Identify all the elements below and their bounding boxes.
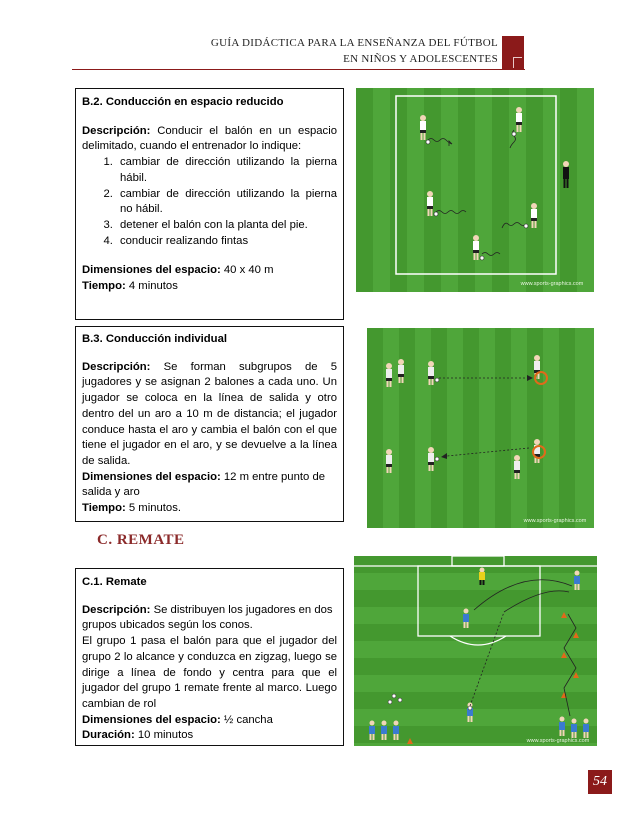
b3-dimensions-value: 12 m entre punto de salida y aro (82, 470, 326, 499)
b2-description-text: Conducir el balón en un espacio delimitado, cuando el entrenador lo indique: (82, 124, 337, 153)
b3-time-value: 5 minutos. (125, 502, 181, 515)
b2-time-value: 4 minutos (125, 280, 178, 293)
b3-field-diagram (367, 328, 594, 528)
b2-list-item: 2. cambiar de dirección utilizando la pierna no hábil. (116, 187, 337, 218)
c1-time (82, 728, 337, 744)
c1-field-diagram (354, 556, 597, 746)
b3-textbox (75, 326, 344, 522)
c1-time-label: Duración: (82, 729, 135, 742)
b3-description-text: Se forman subgrupos de 5 jugadores y se asignan 2 balones a cada uno. Un jugador se coloca en la línea de salida y otro dentro del un aro a 10 m de distancia; el jugador conduce hasta el aro y cambia el balón con el que tiene el jugador en el aro, y se devuelve a la línea de salida. (82, 360, 337, 467)
b2-textbox (75, 88, 344, 320)
b2-field-diagram (356, 88, 594, 292)
c1-credit: www.sports-graphics.com (526, 738, 590, 744)
b2-field-svg (356, 88, 594, 292)
header-accent-box (502, 36, 524, 70)
c1-dimensions-value: ½ cancha (220, 713, 273, 726)
header-title-line1: GUÍA DIDÁCTICA PARA LA ENSEÑANZA DEL FÚTBOL (210, 37, 498, 49)
b2-list (82, 155, 337, 249)
c1-description (82, 603, 337, 634)
c1-description-text: Se distribuyen los jugadores en dos grupos ubicados según los conos. (82, 603, 333, 632)
c1-time-value: 10 minutos (134, 729, 194, 742)
c1-textbox (75, 568, 344, 746)
c1-description-label: Descripción: (82, 603, 151, 616)
b3-dimensions-label: Dimensiones del espacio: (82, 470, 221, 483)
b3-credit: www.sports-graphics.com (523, 518, 587, 524)
page-number: 54 (588, 770, 612, 794)
c1-field-svg (354, 556, 597, 746)
b3-time (82, 501, 337, 517)
b2-list-item: 1. cambiar de dirección utilizando la pierna hábil. (116, 155, 337, 186)
b3-title: B.3. Conducción individual (82, 333, 227, 345)
b2-list-item: 4. conducir realizando fintas (116, 234, 337, 250)
header-rule (72, 69, 525, 70)
c1-dimensions-label: Dimensiones del espacio: (82, 713, 221, 726)
c1-dimensions (82, 713, 337, 729)
b2-title: B.2. Conducción en espacio reducido (82, 96, 284, 108)
c1-title: C.1. Remate (82, 576, 147, 588)
section-c-heading: C. REMATE (97, 532, 185, 548)
b2-dimensions (82, 263, 337, 279)
b3-time-label: Tiempo: (82, 502, 126, 515)
b2-time-label: Tiempo: (82, 280, 126, 293)
b2-credit: www.sports-graphics.com (520, 281, 584, 287)
b2-time (82, 279, 337, 295)
header-title-line2: EN NIÑOS Y ADOLESCENTES (343, 53, 498, 65)
b3-dimensions (82, 470, 337, 501)
b2-description-label: Descripción: (82, 124, 151, 137)
b3-description-label: Descripción: (82, 360, 151, 373)
b2-dimensions-label: Dimensiones del espacio: (82, 264, 221, 277)
b3-description (82, 360, 337, 470)
b2-description (82, 124, 337, 155)
b2-dimensions-value: 40 x 40 m (220, 264, 274, 277)
c1-description-2: El grupo 1 pasa el balón para que el jugador del grupo 2 lo alcance y conduzca en zigzag, luego se dirige a línea de fondo y centra para que el jugador del grupo 1 remate frente al marco. Luego cambian de rol (82, 635, 337, 710)
b2-list-item: 3. detener el balón con la planta del pie. (116, 218, 337, 234)
b3-field-svg (367, 328, 594, 528)
